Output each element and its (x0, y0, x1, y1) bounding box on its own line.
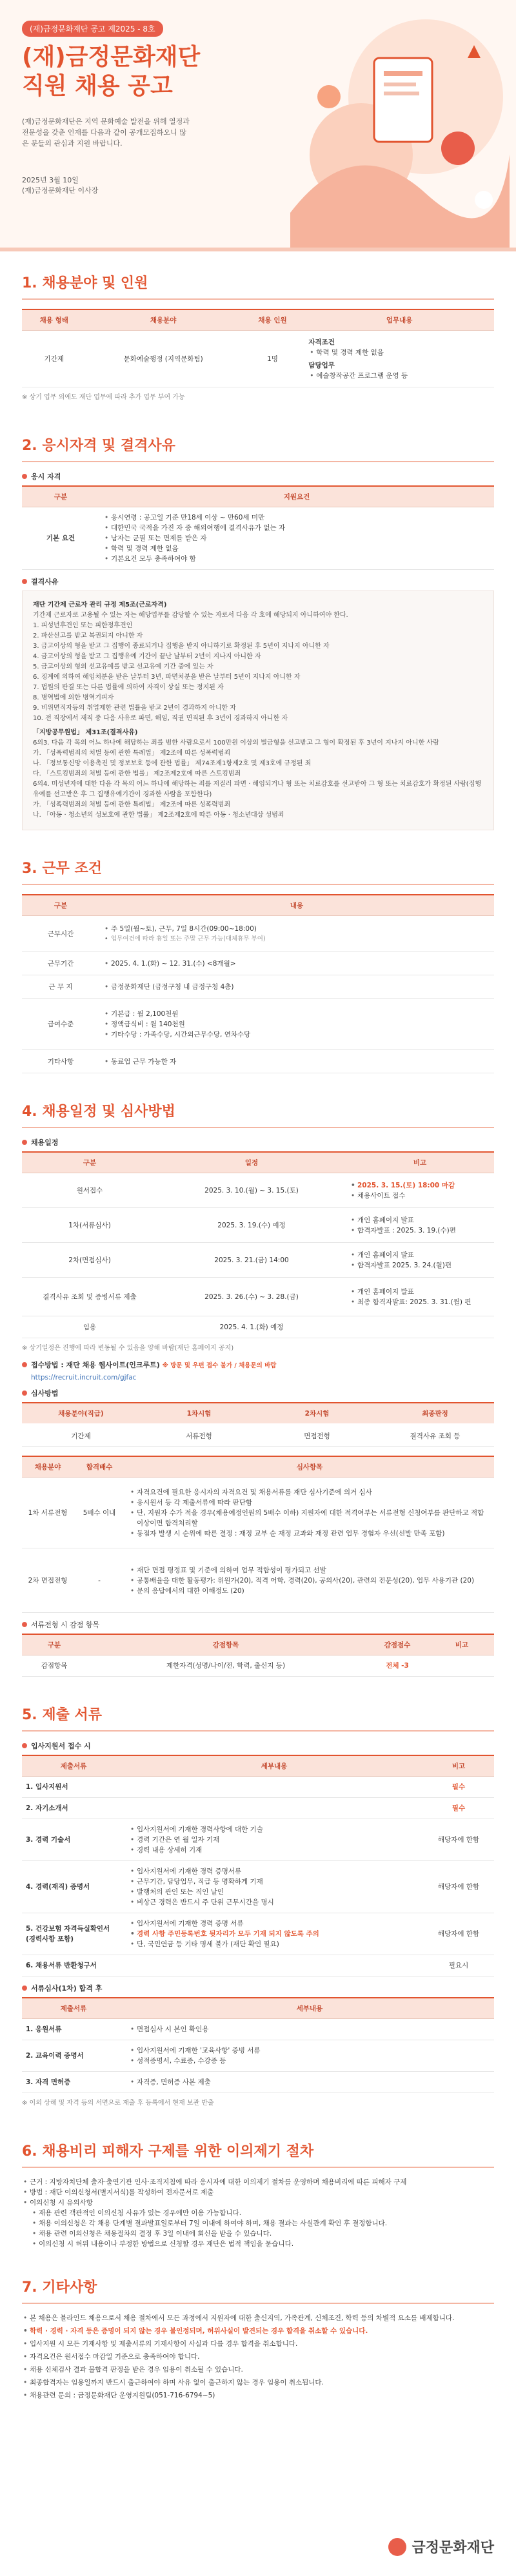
section-appeal: 6. 채용비리 피해자 구제를 위한 이의제기 절차 • 근거 : 지방자치단체 출자·출연기관 인사·조직지침에 따라 응시자에 대한 이의제기 절차를 운영하며 채용비리에 따른 피해자 구제 • 방법 : 재단 이의신청서(별지서식)를 작성하여 전자문서로 제출 • 이의신청 시 유의사항 • 재용 관련 객관적인 이의신청 사유가 있는 경우에만 이용 가능합니다. • 채용 이의신청은 각 채용 단계별 결과발표일로부터 7일 이내에 하여야 하며, 채용 결과는 사실관계 확인 후 결정합니다. • 채용 관련 이의신청은 채용절차의 결정 후 3일 이내에 회신을 받을 수 있습니다. • 이의신청 시 허위 내용이나 부정한 방법으로 신청할 경우 재단은 법적 책임을 묻습니다. (0, 2120, 516, 2256)
section-title: 6. 채용비리 피해자 구제를 위한 이의제기 절차 (22, 2132, 494, 2168)
table-row: 5. 건강보험 자격득실확인서 (경력사항 포함) • 입사지원서에 기재한 경력 증명 서류 • 경력 사항 주민등록번호 뒷자리가 모두 기재 되지 않도록 주의 • 단, 국민연금 등 기타 명세 불가 (재단 확인 필요) 해당자에 한함 (22, 1913, 494, 1955)
schedule-table: 구분 일정 비고 원서접수 2025. 3. 10.(월) ~ 3. 15.(토) • 2025. 3. 15.(토) 18:00 마감 • 채용사이트 접수 1차(서류심사) 2025. 3. 19.(수) 예정 • 개인 홈페이지 발표 • 합격자발표 : 2025. 3. 19.(수)편 2차(면접심사) 2025. 3. 21.(금) 14:00 • 개인 홈페이지 발표 • 합격자발표 2025. 3. 24.(월)편 결격사유 조회 및 증빙서류 제출 2025. 3. 26.(수) ~ 3. 28.(금) • 개인 홈페이지 발표 • 최종 합격자발표: 2025. 3. 31.(월) 편 임용 2025. 4. 1.(화) 예정 (22, 1151, 494, 1338)
table-row: 4. 경력(재직) 증명서 • 입사지원서에 기재한 경력 증명서류 • 근무기간, 담당업무, 직급 등 명확하게 기재 • 발행처의 관인 또는 직인 날인 • 비상근 경력은 반드시 주 단위 근무시간을 명시 해당자에 한함 (22, 1861, 494, 1913)
notice-number-badge: (재)금정문화재단 공고 제2025 - 8호 (22, 21, 163, 37)
table-header: 채용분야 (86, 309, 241, 331)
subsection-title: 채용일정 (22, 1137, 494, 1147)
subsection-title: 접수방법 : 재단 채용 웹사이트(인크루트) ※ 방문 및 우편 접수 불가 / 채용문의 바람 (22, 1360, 494, 1370)
table-row: 급여수준 • 기본급 : 월 2,100천원 • 정액급식비 : 월 140천원 • 기타수당 : 가족수당, 시간외근무수당, 연차수당 (22, 999, 494, 1050)
disqualification-box: 재단 기간제 근로자 관리 규정 제5조(근로자격) 기간제 근로자로 고용될 수 있는 자는 해당업무를 감당할 수 있는 자로서 다음 각 호에 해당되지 아니하여야 한다. 1. 피성년후견인 또는 피한정후견인 2. 파산선고를 받고 복권되지 아니한 자 3. 금고이상의 형을 받고 그 집행이 종료되거나 집행을 받지 아니하기로 확정된 후 5년이 지나지 아니한 자 4. 금고이상의 형을 받고 그 집행유예 기간이 끝난 날부터 2년이 지나지 아니한 자 5. 금고이상의 형의 선고유예를 받고 선고유예 기간 중에 있는 자 6. 징계에 의하여 해임처분을 받은 날부터 3년, 파면처분을 받은 날부터 5년이 지나지 아니한 자 7. 법원의 판결 또는 다른 법률에 의하여 자격이 상실 또는 정지된 자 8. 병역법에 의한 병역기피자 9. 비위면직자등의 취업제한 관련 법률을 받고 2년이 경과하지 아니한 자 10. 전 직장에서 재직 중 다음 사유로 파면, 해임, 직권 면직된 후 3년이 경과하지 아니한 자 「지방공무원법」 제31조(결격사유) 6의3. 다음 각 목의 어느 하나에 해당하는 죄를 범한 사람으로서 100만원 이상의 벌금형을 선고받고 그 형이 확정된 후 3년이 지나지 아니한 사람 가. 「성폭력범죄의 처벌 등에 관한 특례법」 제2조에 따른 성폭력범죄 나. 「정보통신망 이용촉진 및 정보보호 등에 관한 법률」 제74조제1항제2호 및 제3호에 규정된 죄 다. 「스토킹범죄의 처벌 등에 관한 법률」 제2조제2호에 따른 스토킹범죄 6의4. 미성년자에 대한 다음 각 목의 어느 하나에 해당하는 죄를 저질러 파면 · 해임되거나 형 또는 치료감호를 선고받아 그 형 또는 치료감호가 확정된 사람(집행유예를 선고받은 후 그 집행유예기간이 경과한 사람을 포함한다) 가. 「성폭력범죄의 처벌 등에 관한 특례법」 제2조에 따른 성폭력범죄 나. 「아동 · 청소년의 성보호에 관한 법률」 제2조제2호에 따른 아동 · 청소년대상 성범죄 (22, 590, 494, 830)
positions-table (22, 309, 494, 387)
application-link[interactable]: https://recruit.incruit.com/gjfac (31, 1374, 137, 1381)
logo-mark-icon (388, 2538, 406, 2556)
page-title: (재)금정문화재단 직원 채용 공고 (22, 44, 201, 99)
hero-illustration (213, 0, 516, 248)
table-row: 원서접수 2025. 3. 10.(월) ~ 3. 15.(토) • 2025. 3. 15.(토) 18:00 마감 • 채용사이트 접수 (22, 1173, 494, 1208)
documents-table: 제출서류 세부내용 비고 1. 입사지원서 필수 2. 자기소개서 필수 3. 경력 기술서 • 입사지원서에 기재한 경력사항에 대한 기술 • 경력 기간은 연 월 일자 기재 • 경력 내용 상세히 기재 해당자에 한함 4. 경력(재직) 증명서 • 입사지원서에 기재한 경력 증명서류 • 근무기간, 담당업무, 직급 등 명확하게 기재 • 발행처의 관인 또는 직인 날인 • 비상근 경력은 반드시 주 단위 근무시간을 명시 해당자에 한함 5. 건강보험 자격득실확인서 (경력사항 포함) • 입사지원서에 기재한 경력 증명 서류 • 경력 사항 주민등록번호 뒷자리가 모두 기재 되지 않도록 주의 • 단, 국민연금 등 기타 명세 불가 (재단 확인 필요) 해당자에 한함 6. 채용서류 반환청구서 필요시 (22, 1755, 494, 1976)
table-row: 기간제 문화예술행정 (지역문화팀) 1명 자격조건 • 학력 및 경력 제한 없음 담당업무 • 예술창작공간 프로그램 운영 등 (22, 331, 494, 387)
table-row: 2차(면접심사) 2025. 3. 21.(금) 14:00 • 개인 홈페이지 발표 • 합격자발표 2025. 3. 24.(월)편 (22, 1243, 494, 1278)
section-title: 7. 기타사항 (22, 2269, 494, 2304)
subsection-title: 서류전형 시 감점 항목 (22, 1619, 494, 1630)
table-row: 3. 경력 기술서 • 입사지원서에 기재한 경력사항에 대한 기술 • 경력 기간은 연 월 일자 기재 • 경력 내용 상세히 기재 해당자에 한함 (22, 1819, 494, 1861)
section-misc: 7. 기타사항 • 본 채용은 블라인드 채용으로서 채용 절차에서 모든 과정에서 지원자에 대한 출신지역, 가족관계, 신체조건, 학력 등의 차별적 요소를 배제합니다. • 학력 · 경력 · 자격 등은 증명이 되지 않는 경우 불인정되며, 허위사실이 발견되는 경우 합격을 취소할 수 있습니다. • 입사지원 시 모든 기재사항 및 제출서류의 기재사항이 사실과 다를 경우 합격을 취소합니다. • 자격요건은 원서접수 마감일 기준으로 충족하여야 합니다. • 채용 신체검사 결과 불합격 판정을 받은 경우 임용이 취소될 수 있습니다. • 최종합격자는 임용일까지 반드시 출근하여야 하며 사유 없이 출근하지 않는 경우 임용이 취소됩니다. • 채용관련 문의 : 금정문화재단 운영지원팀(051-716-6794~5) (0, 2256, 516, 2410)
table-row: 1차 서류전형 5배수 이내 • 자격요건에 필요한 응시자의 자격요건 및 채용서류를 재단 심사기준에 의거 심사 • 응시원서 등 각 제출서류에 따라 판단함 • 단, 지원자 수가 적을 경우(채용예정인원의 5배수 이하) 지원자에 대한 적격여부는 서류전형 신청여부를 판단하고 적합 이상이면 합격처리할 • 동점자 발생 시 순위에 따른 결정 : 재정 교부 순 재정 교과와 재정 관련 업무 경험자 우선(선발 만족 포함) (22, 1478, 494, 1548)
subsection-title: 응시 자격 (22, 471, 494, 482)
table-row: 2차 면접전형 - • 재단 면접 평정표 및 기준에 의하여 업무 적합성이 평가되고 선발 • 공통배율을 대한 활동평가: 위원가(20), 적격 어학, 경력(20), 공의사(20), 관련의 전문성(20), 업무 사용기관 (20) • 문의 응답에서의 대한 이해정도 (20) (22, 1548, 494, 1613)
table-row: 2. 자기소개서 필수 (22, 1798, 494, 1819)
table-row: 근무시간 • 주 5일(월~토), 근무, 7일 8시간(09:00~18:00) • 업무여건에 따라 휴일 또는 주말 근무 가능(대체휴무 부여) (22, 916, 494, 952)
table-row: 감점항목 제한자격(성명/나이/전, 학력, 출신지 등) 전체 -3 (22, 1655, 494, 1677)
table-row: 임용 2025. 4. 1.(화) 예정 (22, 1316, 494, 1338)
subsection-title: 입사지원서 접수 시 (22, 1741, 494, 1751)
note-text: ※ 이외 상해 및 자격 등의 서면으로 재출 후 등록에서 현재 보관 반출 (22, 2100, 214, 2107)
table-row: 근 무 지 • 금정문화재단 (금정구청 내 금정구청 4층) (22, 975, 494, 999)
intro-text: (재)금정문화재단은 지역 문화예술 발전을 위해 열정과 전문성을 갖춘 인재를 다음과 같이 공개모집하오니 많은 분들의 관심과 지원 바랍니다. (22, 117, 190, 148)
qualification-table: 구분 지원요건 기본 요건 • 응시연령 : 공고일 기준 만18세 이상 ~ 만60세 미만 • 대한민국 국적을 가진 자 중 해외여행에 결격사유가 없는 자 • 남자는 군필 또는 면제를 받은 자 • 학력 및 경력 제한 없음 • 기본요건 모두 충족하여야 함 (22, 485, 494, 570)
section-documents (0, 1683, 516, 2120)
section-conditions (0, 837, 516, 1080)
table-header: 채용 인원 (241, 309, 305, 331)
table-row: 근무기간 • 2025. 4. 1.(화) ~ 12. 31.(수) <8개월> (22, 952, 494, 975)
table-row: 1차(서류심사) 2025. 3. 19.(수) 예정 • 개인 홈페이지 발표 • 합격자발표 : 2025. 3. 19.(수)편 (22, 1208, 494, 1243)
foundation-logo: 금정문화재단 (388, 2537, 494, 2557)
screening-table: 채용분야 합격배수 심사항목 1차 서류전형 5배수 이내 • 자격요건에 필요한 응시자의 자격요건 및 채용서류를 재단 심사기준에 의거 심사 • 응시원서 등 각 제출서류에 따라 판단함 • 단, 지원자 수가 적을 경우(채용예정인원의 5배수 이하) 지원자에 대한 적격여부는 서류전형 신청여부를 판단하고 적합 이상이면 합격처리할 • 동점자 발생 시 순위에 따른 결정 : 재정 교부 순 재정 교과와 재정 관련 업무 경험자 우선(선발 만족 포함) 2차 면접전형 - • 재단 면접 평정표 및 기준에 의하여 업무 적합성이 평가되고 선발 • 공통배율을 대한 활동평가: 위원가(20), 적격 어학, 경력(20), 공의사(20), 관련의 전문성(20), 업무 사용기관 (20) • 문의 응답에서의 대한 이해정도 (20) (22, 1456, 494, 1613)
notice-date: 2025년 3월 10일 (재)금정문화재단 이사장 (22, 176, 99, 195)
table-header: 채용 형태 (22, 309, 86, 331)
table-row: 6. 채용서류 반환청구서 필요시 (22, 1955, 494, 1976)
note-text: ※ 상기일정은 진행에 따라 변동될 수 있음을 양해 바람(재단 홈페이지 공지) (22, 1345, 234, 1352)
table-row: 2. 교육이력 증명서 • 입사지원서에 기재한 '교육사항' 증빙 서류 • 성적증명서, 수료증, 수강증 등 (22, 2040, 494, 2072)
section-positions (0, 251, 516, 414)
section-schedule: 4. 채용일정 및 심사방법 채용일정 구분 일정 비고 원서접수 2025. 3. 10.(월) ~ 3. 15.(토) • 2025. 3. 15.(토) 18:00 마감 • 채용사이트 접수 1차(서류심사) 2025. 3. 19.(수) 예정 • 개인 홈페이지 발표 • 합격자발표 : 2025. 3. 19.(수)편 2차(면접심사) 2025. 3. 21.(금) 14:00 • 개인 홈페이지 발표 • 합격자발표 2025. 3. 24.(월)편 결격사유 조회 및 증빙서류 제출 2025. 3. 26.(수) ~ 3. 28.(금) • 개인 홈페이지 발표 • 최종 합격자발표: 2025. 3. 31.(월) 편 임용 2025. 4. 1.(화) 예정 ※ 상기일정은 진행에 따라 변동될 수 있음을 양해 바람(재단 홈페이지 공지) 접수방법 : 재단 채용 웹사이트(인크루트) ※ 방문 및 우편 접수 불가 / 채용문의 바람 https://recruit.incruit.com/gjfac 심사방법 채용분야(직급) 1차시험 2차시험 최종판정 기간제 서류전형 면접전형 결격사유 조회 등 채용분야 합격배수 심사항목 1차 서류전형 5배수 이내 • 자격요건에 필요한 응시자의 자격요건 및 채용서류를 재단 심사기준에 의거 심사 • 응시원서 등 각 제출서류에 따라 판단함 • 단, 지원자 수가 적을 경우(채용예정인원의 5배수 이하) 지원자에 대한 적격여부는 서류전형 신청여부를 판단하고 적합 이상이면 합격처리할 • 동점자 발생 시 순위에 따른 결정 : 재정 교부 순 재정 교과와 재정 관련 업무 경험자 우선(선발 만족 포함) 2차 면접전형 - • 재단 면접 평정표 및 기준에 의하여 업무 적합성이 평가되고 선발 • 공통배율을 대한 활동평가: 위원가(20), 적격 어학, 경력(20), 공의사(20), 관련의 전문성(20), 업무 사용기관 (20) • 문의 응답에서의 대한 이해정도 (20) 서류전형 시 감점 항목 구분 감점항목 감점점수 비고 감점항목 제한자격(성명/나이/전, 학력, 출신지 등) 전체 -3 (0, 1080, 516, 1683)
note-text: ※ 상기 업무 외에도 재단 업무에 따라 추가 업무 부여 가능 (22, 394, 185, 401)
conditions-table: 구분 내용 근무시간 • 주 5일(월~토), 근무, 7일 8시간(09:00~18:00) • 업무여건에 따라 휴일 또는 주말 근무 가능(대체휴무 부여) 근무기간 • 2025. 4. 1.(화) ~ 12. 31.(수) <8개월> 근 무 지 • 금정문화재단 (금정구청 내 금정구청 4층) 급여수준 • 기본급 : 월 2,100천원 • 정액급식비 : 월 140천원 • 기타수당 : 가족수당, 시간외근무수당, 연차수당 기타사항 • 동료업 근무 가능한 자 (22, 894, 494, 1073)
post-screening-table: 제출서류 세부내용 1. 응원서류 • 면접심사 시 본인 확인용 2. 교육이력 증명서 • 입사지원서에 기재한 '교육사항' 증빙 서류 • 성적증명서, 수료증, 수강증 등 3. 자격 면허증 • 자격증, 면허증 사본 제출 (22, 1997, 494, 2093)
section-title: 2. 응시자격 및 결격사유 (22, 427, 494, 462)
deduction-table: 구분 감점항목 감점점수 비고 감점항목 제한자격(성명/나이/전, 학력, 출신지 등) 전체 -3 (22, 1634, 494, 1677)
section-qualifications (0, 414, 516, 837)
subsection-title: 서류심사(1차) 합격 후 (22, 1983, 494, 1993)
hero-divider (0, 248, 516, 251)
subsection-title: 심사방법 (22, 1388, 494, 1398)
table-row: 1. 입사지원서 필수 (22, 1777, 494, 1798)
table-row: 결격사유 조회 및 증빙서류 제출 2025. 3. 26.(수) ~ 3. 28.(금) • 개인 홈페이지 발표 • 최종 합격자발표: 2025. 3. 31.(월) 편 (22, 1278, 494, 1316)
section-title: 4. 채용일정 및 심사방법 (22, 1093, 494, 1128)
table-row: 기본 요건 • 응시연령 : 공고일 기준 만18세 이상 ~ 만60세 미만 • 대한민국 국적을 가진 자 중 해외여행에 결격사유가 없는 자 • 남자는 군필 또는 면제를 받은 자 • 학력 및 경력 제한 없음 • 기본요건 모두 충족하여야 함 (22, 507, 494, 570)
screening-flow: 채용분야(직급) 1차시험 2차시험 최종판정 (22, 1402, 494, 1423)
hero-banner (0, 0, 516, 251)
table-row: 1. 응원서류 • 면접심사 시 본인 확인용 (22, 2019, 494, 2040)
table-row: 3. 자격 면허증 • 자격증, 면허증 사본 제출 (22, 2072, 494, 2093)
table-header: 업무내용 (304, 309, 494, 331)
section-title: 3. 근무 조건 (22, 850, 494, 885)
table-row: 기타사항 • 동료업 근무 가능한 자 (22, 1050, 494, 1073)
section-title: 1. 채용분야 및 인원 (22, 264, 494, 300)
subsection-title: 결격사유 (22, 576, 494, 587)
section-title: 5. 제출 서류 (22, 1696, 494, 1732)
